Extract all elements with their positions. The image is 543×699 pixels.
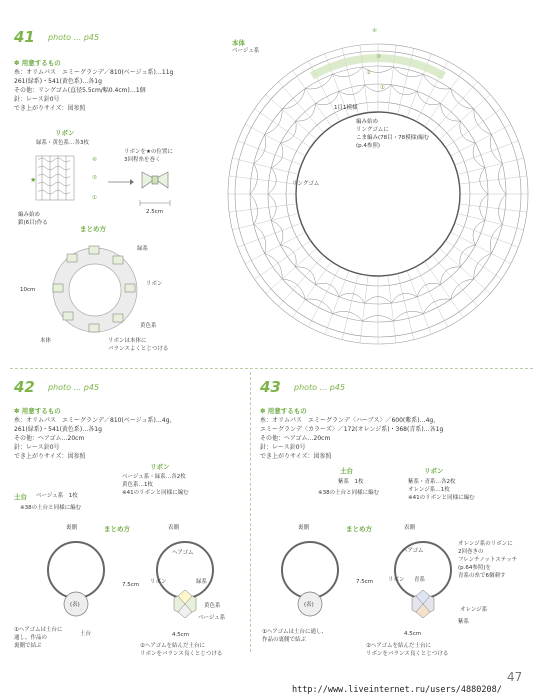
vertical-divider <box>250 372 251 652</box>
section-43-base-title: 土台 <box>340 467 353 475</box>
section-42-back-illustration <box>36 534 116 634</box>
section-42-ribbon-label: リボン <box>150 579 167 585</box>
section-42-back-front-mark: (表) <box>70 602 80 608</box>
section-43-ribbon-label: リボン <box>388 577 405 583</box>
material-line: エミーグランデ〈カラーズ〉／172(オレンジ系)・368(青系)…各1g <box>260 426 444 433</box>
section-41-wreath-illustration <box>45 240 145 340</box>
wreath-size: 10cm <box>20 287 36 293</box>
section-42-base-text: ベージュ系 1枚 <box>36 493 78 499</box>
section-42-hair-tie-label: ヘアゴム <box>172 550 194 556</box>
section-43-orange-note: オレンジ系のリボンに 2回巻きの フレンチノットステッチ (p.64参照)を 青系の糸で6個刺す <box>458 541 518 579</box>
material-line: 糸：オリムパス エミーグランデ／810(ベージュ系)…11g <box>14 69 174 76</box>
section-42-beige-label: ベージュ系 <box>198 615 226 621</box>
wreath-note: リボンは本体に バランスよくとじつける <box>108 338 169 352</box>
material-line: その他：ヘアゴム…20cm <box>14 435 85 442</box>
section-42-yellow-label: 黄色系 <box>204 603 221 609</box>
section-41-body-color: ベージュ系 <box>232 48 260 54</box>
section-43-step1: ①ヘアゴムは土台に通し、 作品の裏側で結ぶ <box>262 629 327 643</box>
section-43-hair-tie-label: ヘアゴム <box>402 548 424 554</box>
material-line: 針：レース針0号 <box>14 444 60 451</box>
ribbon-row-6: ⑥ <box>92 157 97 163</box>
section-41-photo-ref: photo ... p45 <box>48 33 100 42</box>
section-41-body-title: 本体 <box>232 39 245 47</box>
section-42-materials <box>14 416 176 461</box>
material-line: 針：レース針0号 <box>14 96 60 103</box>
section-41-ribbon-title: リボン <box>55 129 75 137</box>
bow-icon <box>140 170 170 192</box>
section-42-height: 7.5cm <box>122 582 140 588</box>
section-43-step2: ②ヘアゴムを結んだ土台に リボンをバランス良くとじつける <box>366 643 449 657</box>
section-43-back-illustration <box>270 534 350 634</box>
material-line: 糸：オリムパス エミーグランデ〈ハーブス〉／600(紫系)…4g、 <box>260 417 440 424</box>
section-43-base-note: ※38の土台と同様に編む <box>318 490 380 496</box>
material-line: 261(緑系)・541(黄色系)…各1g <box>14 426 102 433</box>
ribbon-start-note: 編み始め 鎖(6目)作る <box>18 212 48 226</box>
body-row-1: ① <box>380 85 385 91</box>
section-41-materials <box>14 68 173 113</box>
section-43-number: 43 <box>260 378 281 396</box>
section-42-ribbon-text: ベージュ系・緑系…各2枚 黄色系…1枚 ※41のリボンと同様に編む <box>122 474 189 496</box>
body-start-note: 編み始め リングゴムに こま編み(78目・78模様)編む (p.4参照) <box>356 119 430 149</box>
body-row-4: ④ <box>372 28 377 34</box>
section-43-ribbon-text: 紫系・青系…各2枚 オレンジ系…1枚 ※41のリボンと同様に編む <box>408 479 475 501</box>
horizontal-divider <box>10 368 533 369</box>
section-41-summary-title: まとめ方 <box>80 225 106 233</box>
body-row-2: ② <box>366 70 371 76</box>
watermark-url[interactable]: http://www.liveinternet.ru/users/4880208/ <box>292 685 502 695</box>
section-43-back-label: 裏側 <box>298 525 310 531</box>
material-line: 糸：オリムパス エミーグランデ／810(ベージュ系)…4g、 <box>14 417 176 424</box>
section-43-blue-label: 青系 <box>414 577 426 583</box>
material-line: 261(緑系)・541(黄色系)…各1g <box>14 78 102 85</box>
section-43-materials-title: ✽ 用意するもの <box>260 407 307 415</box>
page-number: 47 <box>507 670 523 684</box>
body-crochet-chart <box>226 34 536 346</box>
ribbon-width: 2.5cm <box>146 209 164 215</box>
section-42-number: 42 <box>14 378 35 396</box>
material-line: でき上がりサイズ：図参照 <box>14 105 86 112</box>
material-line: でき上がりサイズ：図参照 <box>260 453 332 460</box>
section-41-number: 41 <box>14 28 35 46</box>
section-42-green-label: 緑系 <box>196 579 208 585</box>
section-41-materials-title: ✽ 用意するもの <box>14 59 61 67</box>
wreath-label-green: 緑系 <box>137 246 149 252</box>
section-42-back-label: 裏側 <box>66 525 78 531</box>
section-42-ribbon-title: リボン <box>150 463 170 471</box>
ribbon-row-5: ⑤ <box>92 175 97 181</box>
section-42-summary-title: まとめ方 <box>104 525 130 533</box>
wreath-label-yellow: 黄色系 <box>140 323 157 329</box>
section-43-summary-title: まとめ方 <box>346 525 372 533</box>
section-41-ribbon-note: リボンを★の位置に 3回程糸を巻く <box>124 149 173 163</box>
wreath-label-body: 本体 <box>40 338 52 344</box>
section-42-base-title: 土台 <box>14 493 27 501</box>
section-43-materials <box>260 416 443 461</box>
section-43-photo-ref: photo ... p45 <box>294 383 346 392</box>
section-43-height: 7.5cm <box>356 579 374 585</box>
section-42-base-note: ※38の土台と同様に編む <box>20 505 82 511</box>
section-43-ribbon-title: リボン <box>424 467 444 475</box>
material-line: その他：ヘアゴム…20cm <box>260 435 331 442</box>
section-43-back-front-mark: (表) <box>304 602 314 608</box>
section-42-materials-title: ✽ 用意するもの <box>14 407 61 415</box>
body-first-row-label: 1目1模様 <box>334 105 358 111</box>
ribbon-chart-diagram <box>30 150 90 210</box>
wreath-label-ribbon: リボン <box>146 281 163 287</box>
material-line: その他：リングゴム(直径5.5cm/幅0.4cm)…1個 <box>14 87 146 94</box>
section-41-ribbon-colors: 緑系・黄色系…各3枚 <box>36 140 89 146</box>
section-42-step2: ②ヘアゴムを結んだ土台に リボンをバランス良くとじつける <box>140 643 223 657</box>
material-line: 針：レース針0号 <box>260 444 306 451</box>
section-43-width: 4.5cm <box>404 631 422 637</box>
svg-text:★: ★ <box>30 176 37 184</box>
material-line: でき上がりサイズ：図参照 <box>14 453 86 460</box>
body-row-3: ③ <box>376 54 381 60</box>
section-42-width: 4.5cm <box>172 632 190 638</box>
section-43-orange-label: オレンジ系 <box>460 607 488 613</box>
section-42-front-label: 表側 <box>168 525 180 531</box>
ribbon-row-1: ① <box>92 195 97 201</box>
arrow-icon <box>108 178 134 186</box>
section-42-photo-ref: photo ... p45 <box>48 383 100 392</box>
section-42-step1: ①ヘアゴムは土台に 通し、作品の 裏側で結ぶ <box>14 627 63 649</box>
section-43-purple-label: 紫系 <box>458 619 470 625</box>
width-dimension <box>140 200 172 206</box>
section-43-front-label: 表側 <box>404 525 416 531</box>
body-ring-label: リングゴム <box>292 181 320 187</box>
section-43-base-text: 紫系 1枚 <box>338 479 364 485</box>
section-42-base-label: 土台 <box>80 631 92 637</box>
